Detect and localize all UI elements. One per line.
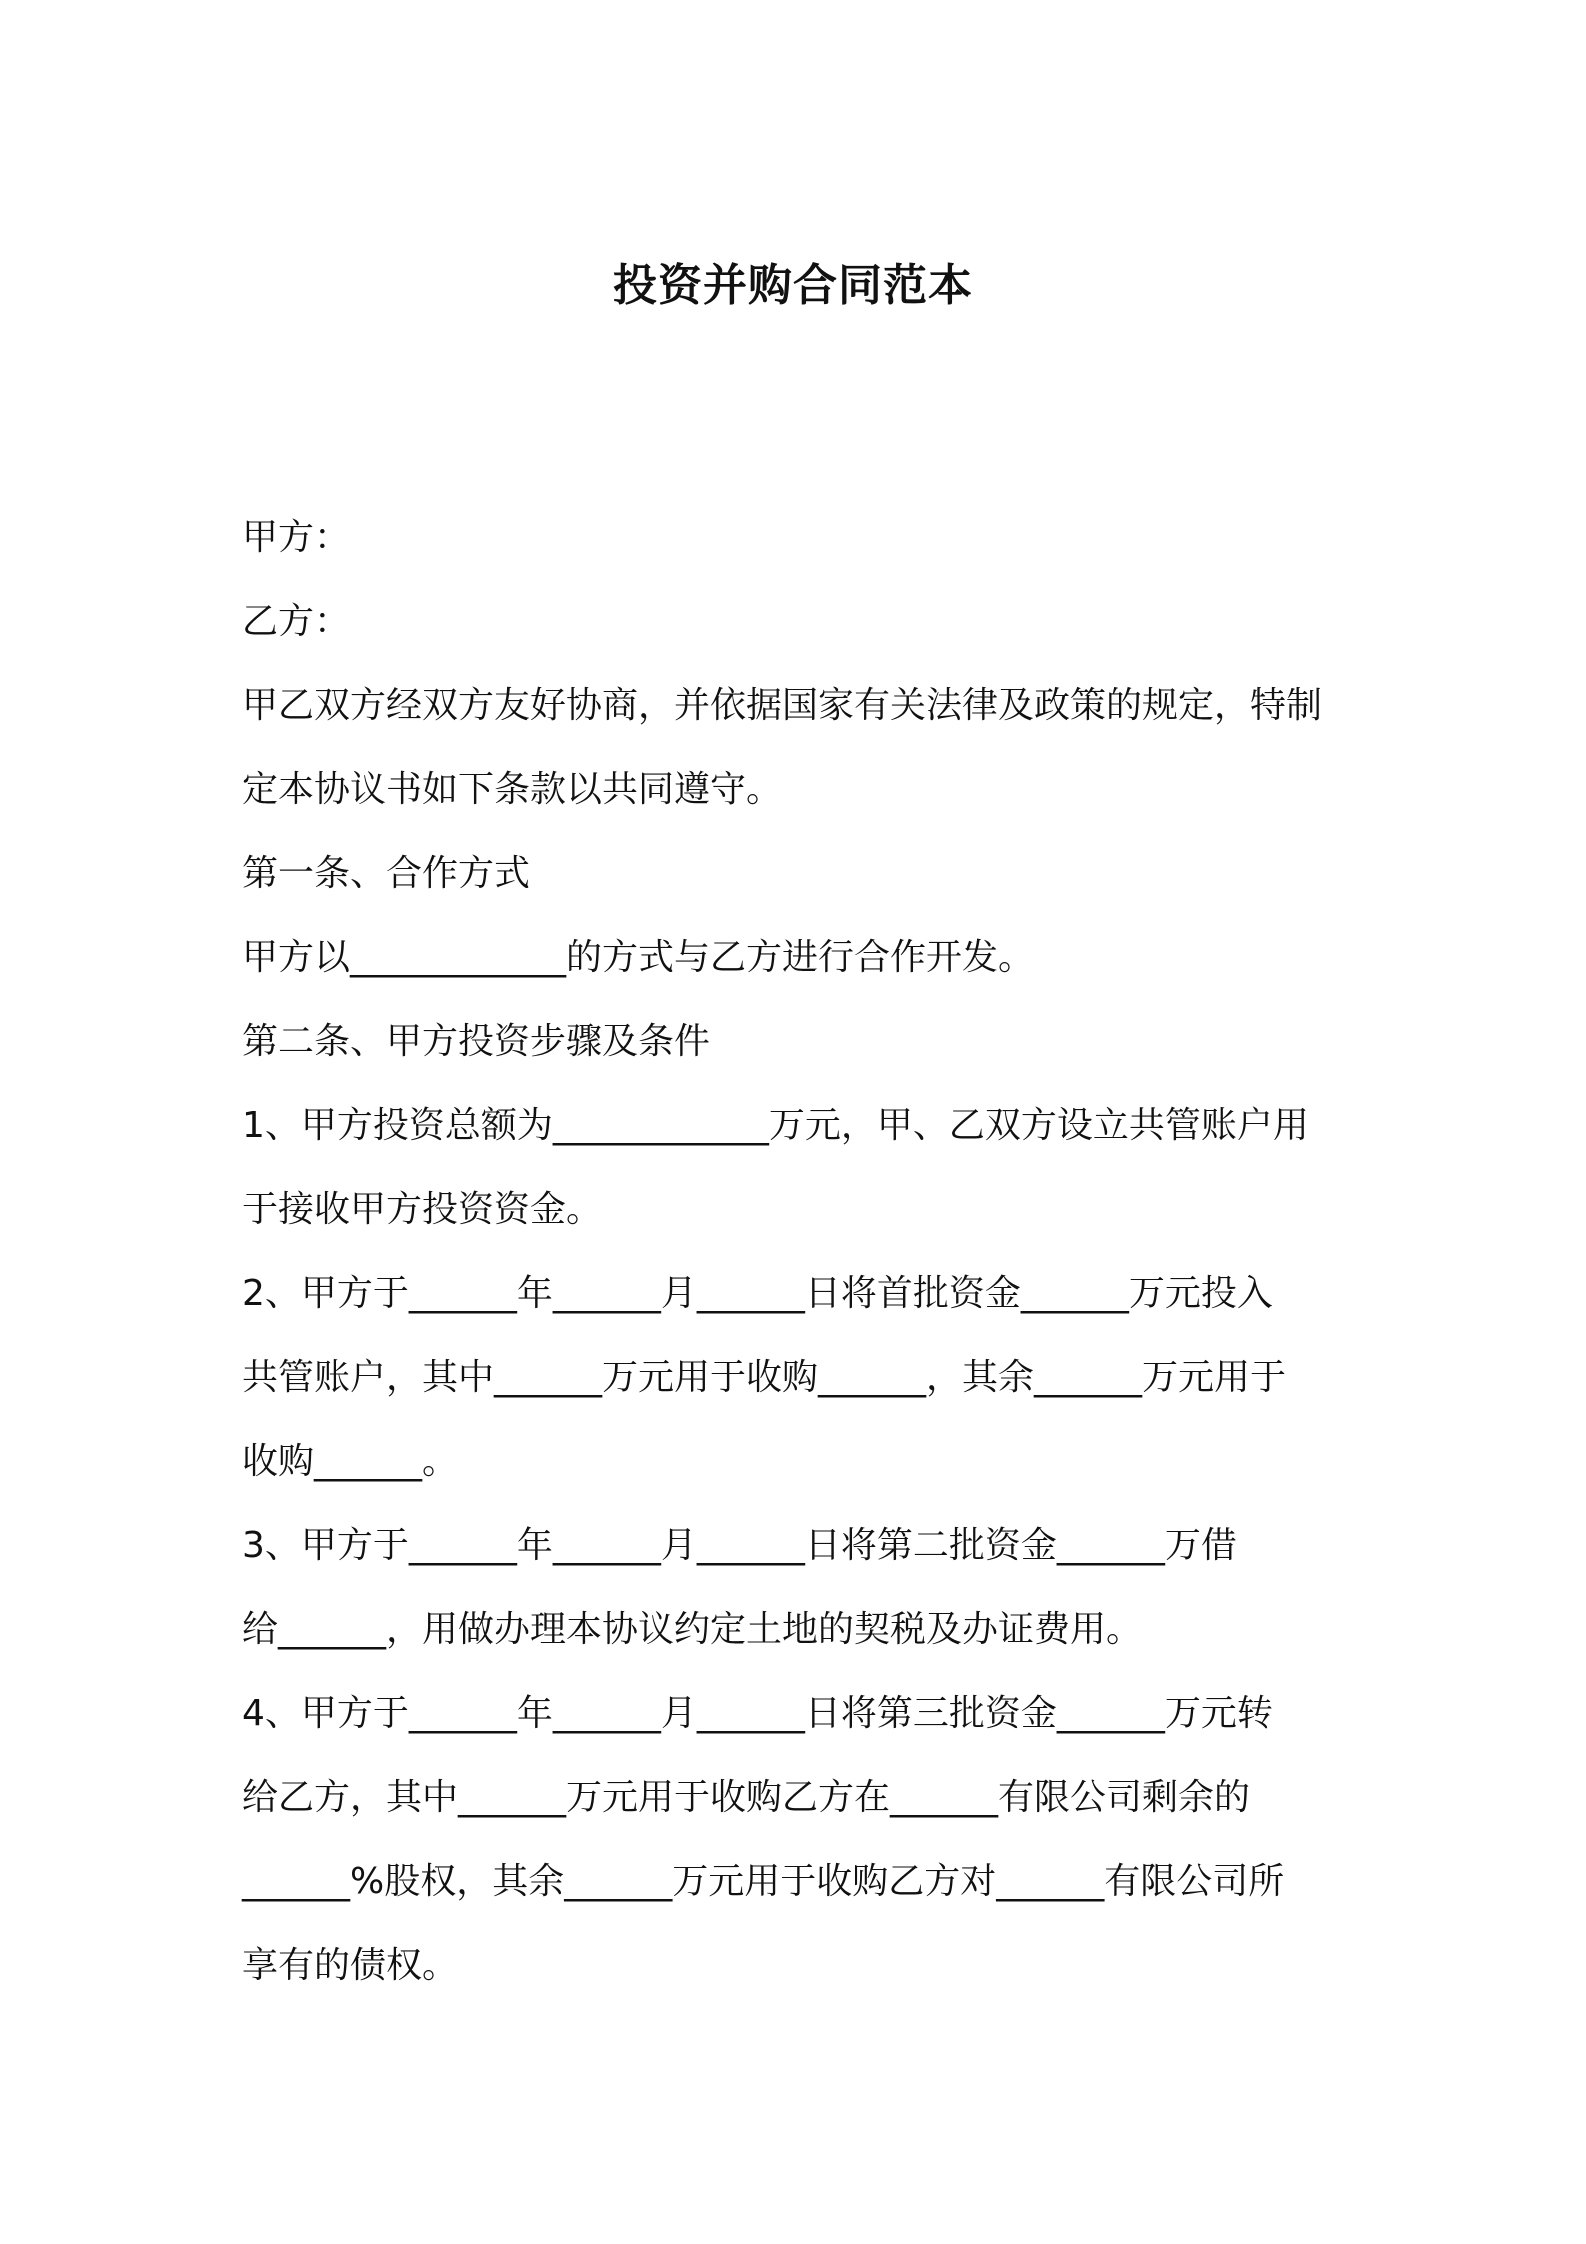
clause-2-line-3: 收购______。 <box>242 1441 459 1482</box>
party-a-line: 甲方： <box>242 517 351 558</box>
clause-1-line-1: 1、甲方投资总额为____________万元，甲、乙双方设立共管账户用 <box>242 1105 1309 1146</box>
document-title: 投资并购合同范本 <box>613 260 973 311</box>
clause-4-line-4: 享有的债权。 <box>242 1945 459 1986</box>
clause-3-line-1: 3、甲方于______年______月______日将第二批资金______万借 <box>242 1525 1237 1566</box>
clause-2-line-1: 2、甲方于______年______月______日将首批资金______万元投入 <box>242 1273 1273 1314</box>
preamble-line-1: 甲乙双方经双方友好协商，并依据国家有关法律及政策的规定，特制 <box>242 685 1323 726</box>
clause-3-line-2: 给______，用做办理本协议约定土地的契税及办证费用。 <box>242 1609 1143 1650</box>
article-1-heading: 第一条、合作方式 <box>242 853 531 894</box>
clause-4-line-2: 给乙方，其中______万元用于收购乙方在______有限公司剩余的 <box>242 1777 1251 1818</box>
clause-2-line-2: 共管账户，其中______万元用于收购______，其余______万元用于 <box>242 1357 1287 1398</box>
clause-4-line-3: ______%股权，其余______万元用于收购乙方对______有限公司所 <box>242 1861 1285 1902</box>
document-body <box>242 496 1362 2008</box>
clause-1-line-2: 于接收甲方投资资金。 <box>242 1189 603 1230</box>
article-1-text: 甲方以____________的方式与乙方进行合作开发。 <box>242 937 1035 978</box>
clause-4-line-1: 4、甲方于______年______月______日将第三批资金______万元转 <box>242 1693 1273 1734</box>
preamble-line-2: 定本协议书如下条款以共同遵守。 <box>242 769 783 810</box>
article-2-heading: 第二条、甲方投资步骤及条件 <box>242 1021 711 1062</box>
party-b-line: 乙方： <box>242 601 351 642</box>
